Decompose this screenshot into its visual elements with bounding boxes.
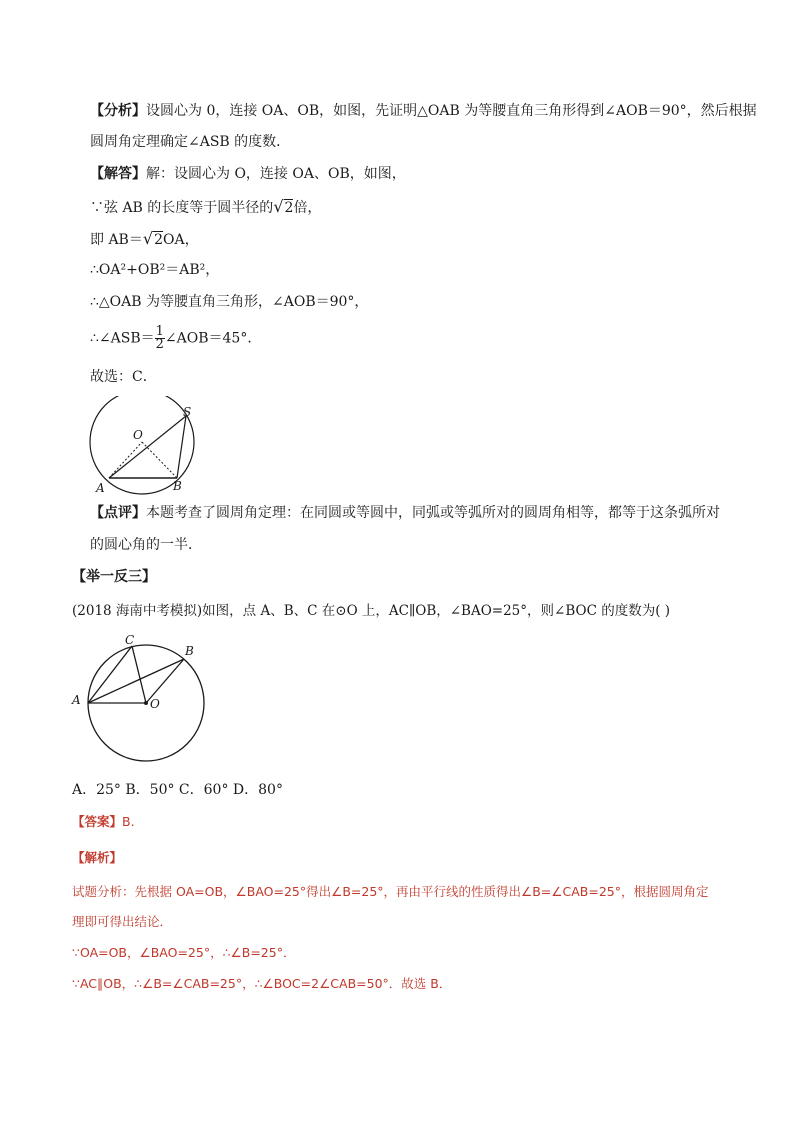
chord-as bbox=[109, 416, 186, 478]
center-point bbox=[144, 701, 148, 705]
chord-ac bbox=[88, 646, 132, 703]
fig2-label-a: A bbox=[72, 693, 81, 707]
fig2-label-o: O bbox=[150, 697, 160, 711]
chord-bs bbox=[177, 416, 186, 478]
analysis-line-1: 设圆心为 0，连接 OA、OB，如图，先证明△OAB 为等腰直角三角形得到∠AOB＝90°，然后根据 bbox=[146, 103, 757, 119]
sqrt-symbol: √ bbox=[273, 197, 284, 216]
fig1-label-a: A bbox=[96, 481, 105, 495]
analysis-2-line-4: ∵AC∥OB，∴∠B=∠CAB=25°，∴∠BOC=2∠CAB=50°．故选 B． bbox=[72, 976, 452, 991]
question-text: (2018 海南中考模拟)如图，点 A、B、C 在⊙O 上，AC∥OB，∠BAO=25°，则∠BOC 的度数为( ) bbox=[72, 603, 671, 619]
sqrt-symbol: √ bbox=[142, 229, 154, 248]
answer-choice: 故选：C． bbox=[90, 369, 157, 385]
answer-line-1: 解：设圆心为 O，连接 OA、OB，如图， bbox=[146, 166, 406, 182]
radius-oc bbox=[132, 646, 146, 703]
answer-2-tag: 【答案】 bbox=[72, 814, 123, 829]
comment-paragraph bbox=[90, 503, 720, 523]
comment-line-2: 的圆心角的一半． bbox=[90, 537, 202, 553]
step2-pre: 即 AB＝ bbox=[90, 232, 143, 248]
answer-step-1 bbox=[90, 197, 321, 218]
analysis-2-line-2: 理即可得出结论． bbox=[72, 914, 173, 929]
step5-pre: ∴∠ASB＝ bbox=[90, 330, 155, 347]
section-title: 【举一反三】 bbox=[72, 569, 156, 585]
step1-radicand: 2 bbox=[284, 200, 294, 216]
fig2-label-b: B bbox=[185, 644, 194, 658]
analysis-paragraph bbox=[90, 101, 757, 121]
fig1-label-s: S bbox=[183, 405, 192, 419]
step5-post: ∠AOB＝45°． bbox=[164, 330, 262, 347]
answer-paragraph bbox=[90, 164, 406, 184]
fraction-numerator: 1 bbox=[155, 324, 164, 339]
step2-post: OA， bbox=[162, 232, 199, 248]
comment-tag: 【点评】 bbox=[90, 505, 146, 521]
fig1-label-b: B bbox=[173, 479, 182, 493]
step2-radicand: 2 bbox=[154, 232, 163, 248]
answer-step-4: ∴△OAB 为等腰直角三角形，∠AOB＝90°， bbox=[90, 294, 369, 310]
step1-post: 倍， bbox=[293, 200, 322, 216]
figure-2-circle-diagram bbox=[72, 630, 222, 780]
analysis-tag: 【分析】 bbox=[90, 103, 146, 119]
step1-pre: ∵弦 AB 的长度等于圆半径的 bbox=[90, 200, 274, 216]
answer-step-5 bbox=[90, 326, 261, 351]
fig1-label-o: O bbox=[133, 428, 143, 442]
answer-step-3: ∴OA²+OB²＝AB²， bbox=[90, 262, 220, 278]
analysis-2-line-1: 试题分析：先根据 OA=OB，∠BAO=25°得出∠B=25°，再由平行线的性质得出∠B=∠CAB=25°，根据圆周角定 bbox=[72, 884, 709, 899]
answer-2-paragraph bbox=[72, 812, 135, 832]
analysis-2-line-3: ∵OA=OB，∠BAO=25°，∴∠B=25°． bbox=[72, 945, 296, 960]
question-options: A．25° B．50° C．60° D．80° bbox=[72, 782, 283, 798]
analysis-line-2: 圆周角定理确定∠ASB 的度数． bbox=[90, 134, 291, 150]
comment-line-1: 本题考查了圆周角定理：在同圆或等圆中，同弧或等弧所对的圆周角相等，都等于这条弧所对 bbox=[146, 505, 720, 521]
fraction-denominator: 2 bbox=[155, 337, 164, 352]
answer-tag: 【解答】 bbox=[90, 166, 146, 182]
answer-step-2 bbox=[90, 229, 199, 250]
fraction-one-half bbox=[155, 326, 165, 351]
answer-2-value: B. bbox=[122, 814, 135, 829]
radius-oa bbox=[109, 442, 142, 478]
analysis-2-tag: 【解析】 bbox=[72, 850, 123, 865]
fig2-label-c: C bbox=[125, 633, 135, 647]
